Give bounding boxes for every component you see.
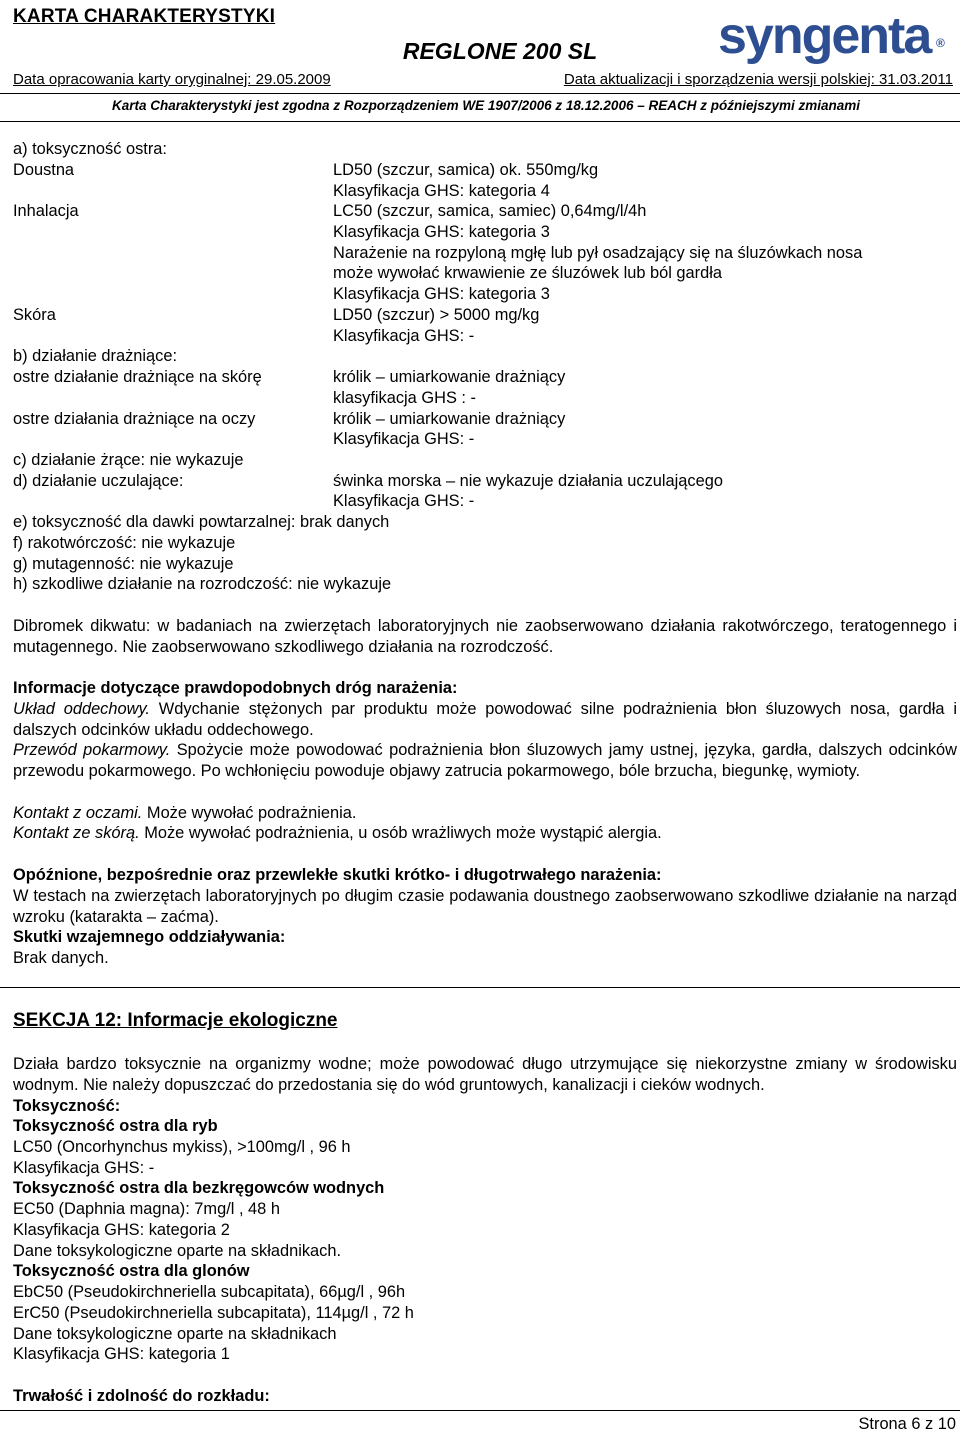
interaction-heading: Skutki wzajemnego oddziaływania:: [13, 928, 286, 946]
invertebrate-note: Dane toksykologiczne oparte na składnikach.: [13, 1242, 342, 1260]
skin-contact-label: Kontakt ze skórą.: [13, 824, 140, 842]
inhalation-note-1: Narażenie na rozpyloną mgłę lub pył osadzający się na śluzówkach nosa: [333, 244, 863, 262]
interaction-text: Brak danych.: [13, 949, 109, 967]
eye-contact-text: Może wywołać podrażnienia.: [142, 804, 357, 822]
eye-irritation-label: ostre działania drażniące na oczy: [13, 410, 256, 428]
header-divider-bottom: [0, 121, 960, 122]
dibromek-paragraph: Dibromek dikwatu: w badaniach na zwierzętach laboratoryjnych nie zaobserwowano działania rakotwórczego, teratogennego i mutagennego. Nie zaobserwowano szkodliwego działania na rozrodczość.: [13, 617, 957, 656]
footer-divider: [0, 1410, 960, 1411]
eye-irritation-ghs: Klasyfikacja GHS: -: [333, 430, 475, 448]
syngenta-logo: syngenta: [718, 7, 931, 65]
registered-mark: ®: [936, 36, 945, 50]
header-divider-top: [0, 93, 960, 94]
reproductive-line: h) szkodliwe działanie na rozrodczość: nie wykazuje: [13, 575, 392, 593]
skin-label: Skóra: [13, 306, 56, 324]
digestive-label: Przewód pokarmowy.: [13, 741, 171, 759]
inhalation-ghs: Klasyfikacja GHS: kategoria 3: [333, 223, 550, 241]
invertebrate-heading: Toksyczność ostra dla bezkręgowców wodnych: [13, 1179, 385, 1197]
persistence-heading: Trwałość i zdolność do rozkładu:: [13, 1387, 270, 1405]
section-divider: [0, 987, 960, 988]
product-name: REGLONE 200 SL: [402, 38, 598, 64]
fish-heading: Toksyczność ostra dla ryb: [13, 1117, 218, 1135]
exposure-respiratory: [13, 699, 957, 740]
skin-irritation-label: ostre działanie drażniące na skórę: [13, 368, 262, 386]
invertebrate-ec50: EC50 (Daphnia magna): 7mg/l , 48 h: [13, 1200, 280, 1218]
algae-ghs: Klasyfikacja GHS: kategoria 1: [13, 1345, 230, 1363]
sensitisation-ghs: Klasyfikacja GHS: -: [333, 492, 475, 510]
acute-toxicity-heading: a) toksyczność ostra:: [13, 140, 167, 158]
inhalation-label: Inhalacja: [13, 202, 79, 220]
algae-heading: Toksyczność ostra dla glonów: [13, 1262, 250, 1280]
inhalation-note-2: może wywołać krwawienie ze śluzówek lub ból gardła: [333, 264, 722, 282]
fish-ghs: Klasyfikacja GHS: -: [13, 1159, 155, 1177]
eye-contact-label: Kontakt z oczami.: [13, 804, 143, 822]
skin-contact-text: Może wywołać podrażnienia, u osób wrażliwych może wystąpić alergia.: [139, 824, 662, 842]
oral-ld50: LD50 (szczur, samica) ok. 550mg/kg: [333, 161, 599, 179]
inhalation-lc50: LC50 (szczur, samica, samiec) 0,64mg/l/4h: [333, 202, 647, 220]
exposure-eye: [13, 803, 957, 824]
exposure-skin: [13, 823, 957, 844]
skin-ld50: LD50 (szczur) > 5000 mg/kg: [333, 306, 540, 324]
algae-note: Dane toksykologiczne oparte na składnikach: [13, 1325, 337, 1343]
regulation-note: Karta Charakterystyki jest zgodna z Rozporządzeniem WE 1907/2006 z 18.12.2006 – REACH z późniejszymi zmianami: [111, 98, 861, 113]
irritation-heading: b) działanie drażniące:: [13, 347, 178, 365]
inhalation-ghs-2: Klasyfikacja GHS: kategoria 3: [333, 285, 550, 303]
repeat-dose-line: e) toksyczność dla dawki powtarzalnej: brak danych: [13, 513, 390, 531]
corrosive-line: c) działanie żrące: nie wykazuje: [13, 451, 244, 469]
sensitisation-label: d) działanie uczulające:: [13, 472, 184, 490]
invertebrate-ghs: Klasyfikacja GHS: kategoria 2: [13, 1221, 230, 1239]
respiratory-text: Wdychanie stężonych par produktu może powodować silne podrażnienia błon śluzowych nosa, gardła i dalszych odcinków układu oddechowego.: [13, 700, 958, 739]
algae-ebc50: EbC50 (Pseudokirchneriella subcapitata), 66µg/l , 96h: [13, 1283, 406, 1301]
eye-irritation-value: królik – umiarkowanie drażniący: [333, 410, 566, 428]
respiratory-label: Układ oddechowy.: [13, 700, 150, 718]
digestive-text: Spożycie może powodować podrażnienia błon śluzowych jamy ustnej, języka, gardła, dalszych odcinków przewodu pokarmowego. Po wchłonięciu powoduje objawy zatrucia pokarmowego, bóle brzucha, biegunkę, wymioty.: [13, 741, 957, 780]
carcinogenicity-line: f) rakotwórczość: nie wykazuje: [13, 534, 236, 552]
oral-ghs: Klasyfikacja GHS: kategoria 4: [333, 182, 550, 200]
eco-toxicity-heading: Toksyczność:: [13, 1097, 121, 1115]
section-12-title: SEKCJA 12: Informacje ekologiczne: [13, 1010, 338, 1031]
skin-irritation-value: królik – umiarkowanie drażniący: [333, 368, 566, 386]
oral-label: Doustna: [13, 161, 75, 179]
fish-lc50: LC50 (Oncorhynchus mykiss), >100mg/l , 96 h: [13, 1138, 351, 1156]
delayed-heading: Opóźnione, bezpośrednie oraz przewlekłe skutki krótko- i długotrwałego narażenia:: [13, 866, 662, 884]
skin-irritation-ghs: klasyfikacja GHS : -: [333, 389, 476, 407]
exposure-digestive: [13, 740, 957, 781]
sensitisation-value: świnka morska – nie wykazuje działania uczulającego: [333, 472, 723, 490]
skin-ghs: Klasyfikacja GHS: -: [333, 327, 475, 345]
exposure-heading: Informacje dotyczące prawdopodobnych dróg narażenia:: [13, 679, 458, 697]
update-date: Data aktualizacji i sporządzenia wersji polskiej: 31.03.2011: [563, 71, 953, 88]
algae-erc50: ErC50 (Pseudokirchneriella subcapitata), 114µg/l , 72 h: [13, 1304, 414, 1322]
delayed-text: W testach na zwierzętach laboratoryjnych po długim czasie podawania doustnego zaobserwowano szkodliwe działanie na narząd wzroku (katarakta – zaćma).: [13, 887, 957, 926]
original-date: Data opracowania karty oryginalnej: 29.05.2009: [13, 71, 331, 88]
mutagenicity-line: g) mutagenność: nie wykazuje: [13, 555, 234, 573]
document-title: KARTA CHARAKTERYSTYKI: [13, 6, 276, 27]
page-number: Strona 6 z 10: [858, 1415, 956, 1433]
eco-intro: Działa bardzo toksycznie na organizmy wodne; może powodować długo utrzymujące się niekorzystne zmiany w środowisku wodnym. Nie należy dopuszczać do przedostania się do wód gruntowych, kanalizacji i cieków wodnych.: [13, 1055, 957, 1094]
